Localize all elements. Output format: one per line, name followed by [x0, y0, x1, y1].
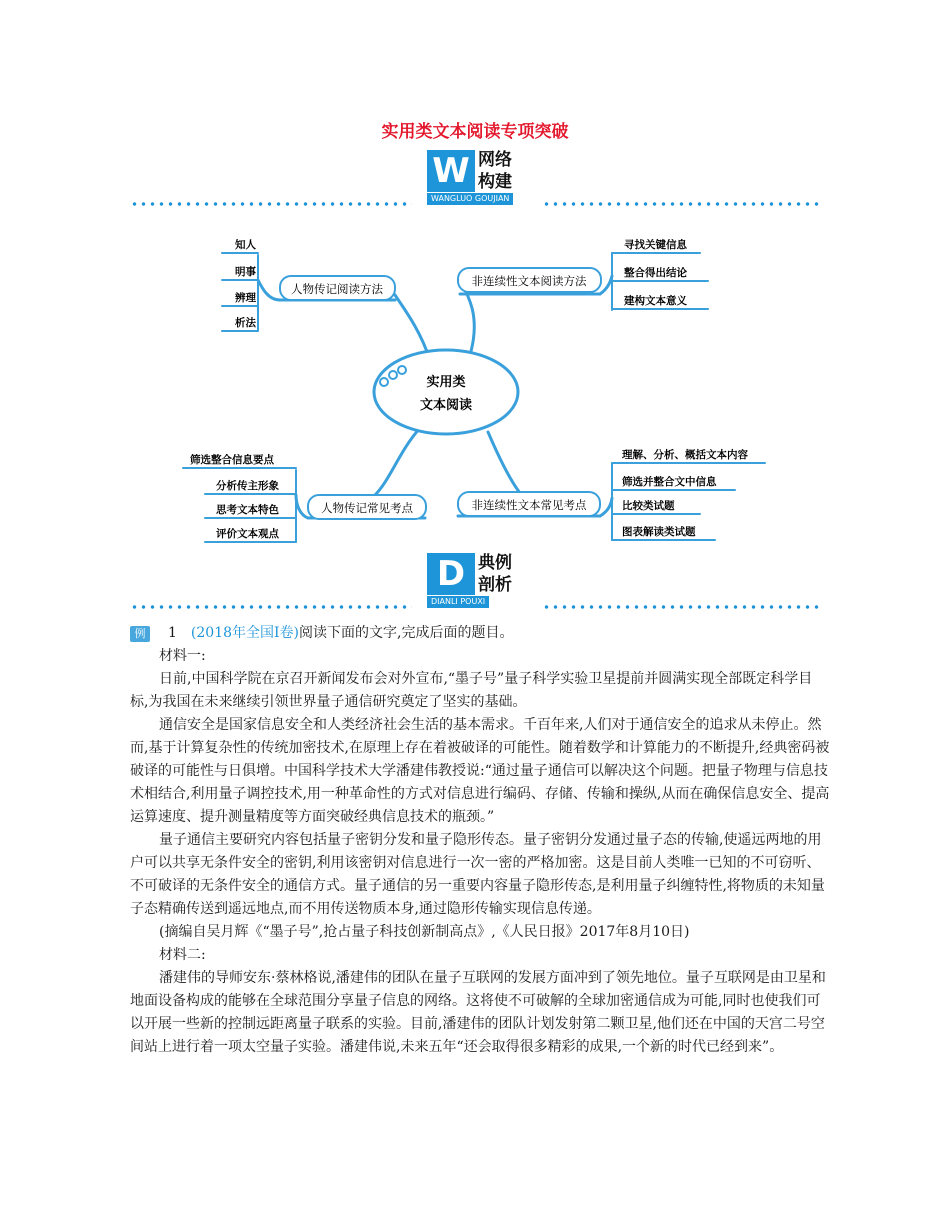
leaf-item: 筛选并整合文中信息 [622, 476, 717, 488]
section-letter-icon: W [427, 150, 475, 192]
leaf-item: 辨理 [235, 292, 256, 304]
branch-biography-points [308, 495, 426, 519]
branch-label: 人物传记阅读方法 [291, 282, 383, 296]
section-badge [427, 150, 527, 206]
leaf-item: 思考文本特色 [216, 504, 279, 516]
section-banner-network [0, 148, 950, 208]
question-number: 1 [168, 625, 177, 641]
section-badge [427, 553, 527, 609]
paragraph: 通信安全是国家信息安全和人类经济社会生活的基本需求。千百年来,人们对于通信安全的追求从未停止。然而,基于计算复杂性的传统加密技术,在原理上存在着被破译的可能性。随着数学和计算能力的不断提升,经典密码被破译的可能性与日俱增。中国科学技术大学潘建伟教授说:“通过量子通信可以解决这个问题。把量子物理与信息技术相结合,利用量子调控技术,用一种革命性的方式对信息进行编码、存储、传输和操纵,从而在确保信息安全、提高运算速度、提升测量精度等方面突破经典信息技术的瓶颈。” [130, 717, 830, 825]
branch-label: 人物传记常见考点 [321, 501, 413, 515]
material1-heading: 材料一: [159, 648, 206, 664]
branch-biography-method [280, 276, 395, 300]
example-icon: 例 [130, 626, 150, 642]
paragraph: 日前,中国科学院在京召开新闻发布会对外宣布,“墨子号”量子科学实验卫星提前并圆满实现全部既定科学目标,为我国在未来继续引领世界量子通信研究奠定了坚实的基础。 [130, 671, 813, 710]
center-node [374, 350, 518, 434]
section-pinyin: DIANLI POUXI [427, 596, 489, 608]
section-banner-example [0, 551, 950, 611]
question-source: (2018年全国Ⅰ卷) [190, 625, 300, 641]
leaf-item: 析法 [235, 317, 256, 329]
center-label-line1: 实用类 [426, 375, 466, 390]
paragraph: 潘建伟的导师安东·蔡林格说,潘建伟的团队在量子互联网的发展方面冲到了领先地位。量子互联网是由卫星和地面设备构成的能够在全球范围分享量子信息的网络。这将使不可破解的全球加密通信成为可能,同时也使我们可以开展一些新的控制远距离量子联系的实验。目前,潘建伟的团队计划发射第二颗卫星,他们还在中国的天宫二号空间站上进行着一项太空量子实验。潘建伟说,未来五年“还会取得很多精彩的成果,一个新的时代已经到来”。 [130, 970, 826, 1055]
mind-map [0, 225, 950, 550]
citation: (摘编自吴月辉《“墨子号”,抢占量子科技创新制高点》,《人民日报》2017年8月10日) [159, 924, 690, 940]
branch-noncontinuous-method [458, 268, 601, 292]
leaf-item: 评价文本观点 [216, 528, 279, 540]
section-label-line2: 构建 [478, 172, 512, 192]
dotted-divider-right [542, 605, 822, 609]
section-label-line1: 典例 [478, 553, 512, 573]
section-label-line2: 剖析 [478, 575, 512, 595]
section-pinyin: WANGLUO GOUJIAN [427, 193, 513, 205]
section-letter-icon: D [427, 553, 475, 595]
leaf-item: 理解、分析、概括文本内容 [622, 449, 748, 461]
leaf-item: 筛选整合信息要点 [190, 454, 274, 466]
question-instruction: 阅读下面的文字,完成后面的题目。 [299, 625, 514, 641]
dotted-divider-left [130, 605, 412, 609]
leaf-item: 建构文本意义 [624, 295, 687, 307]
page-title: 实用类文本阅读专项突破 [381, 122, 569, 142]
branch-label: 非连续性文本常见考点 [471, 498, 587, 512]
question-header [130, 622, 830, 645]
branch-noncontinuous-points [458, 492, 600, 516]
leaf-item: 整合得出结论 [624, 267, 687, 279]
example-passage [130, 622, 830, 1059]
leaf-item: 知人 [235, 239, 256, 251]
center-label-line2: 文本阅读 [419, 398, 473, 413]
material2-heading: 材料二: [159, 947, 206, 963]
leaf-item: 明事 [235, 266, 256, 278]
leaf-item: 比较类试题 [622, 500, 675, 512]
leaf-item: 分析传主形象 [216, 480, 279, 492]
paragraph: 量子通信主要研究内容包括量子密钥分发和量子隐形传态。量子密钥分发通过量子态的传输,使遥远两地的用户可以共享无条件安全的密钥,利用该密钥对信息进行一次一密的严格加密。这是目前人类唯一已知的不可窃听、不可破译的无条件安全的通信方式。量子通信的另一重要内容量子隐形传态,是利用量子纠缠特性,将物质的未知量子态精确传送到遥远地点,而不用传送物质本身,通过隐形传输实现信息传递。 [130, 832, 825, 917]
branch-label: 非连续性文本阅读方法 [471, 274, 587, 288]
section-label-line1: 网络 [478, 150, 512, 170]
leaf-item: 寻找关键信息 [624, 239, 687, 251]
dotted-divider-right [542, 202, 822, 206]
leaf-item: 图表解读类试题 [622, 526, 696, 538]
dotted-divider-left [130, 202, 412, 206]
